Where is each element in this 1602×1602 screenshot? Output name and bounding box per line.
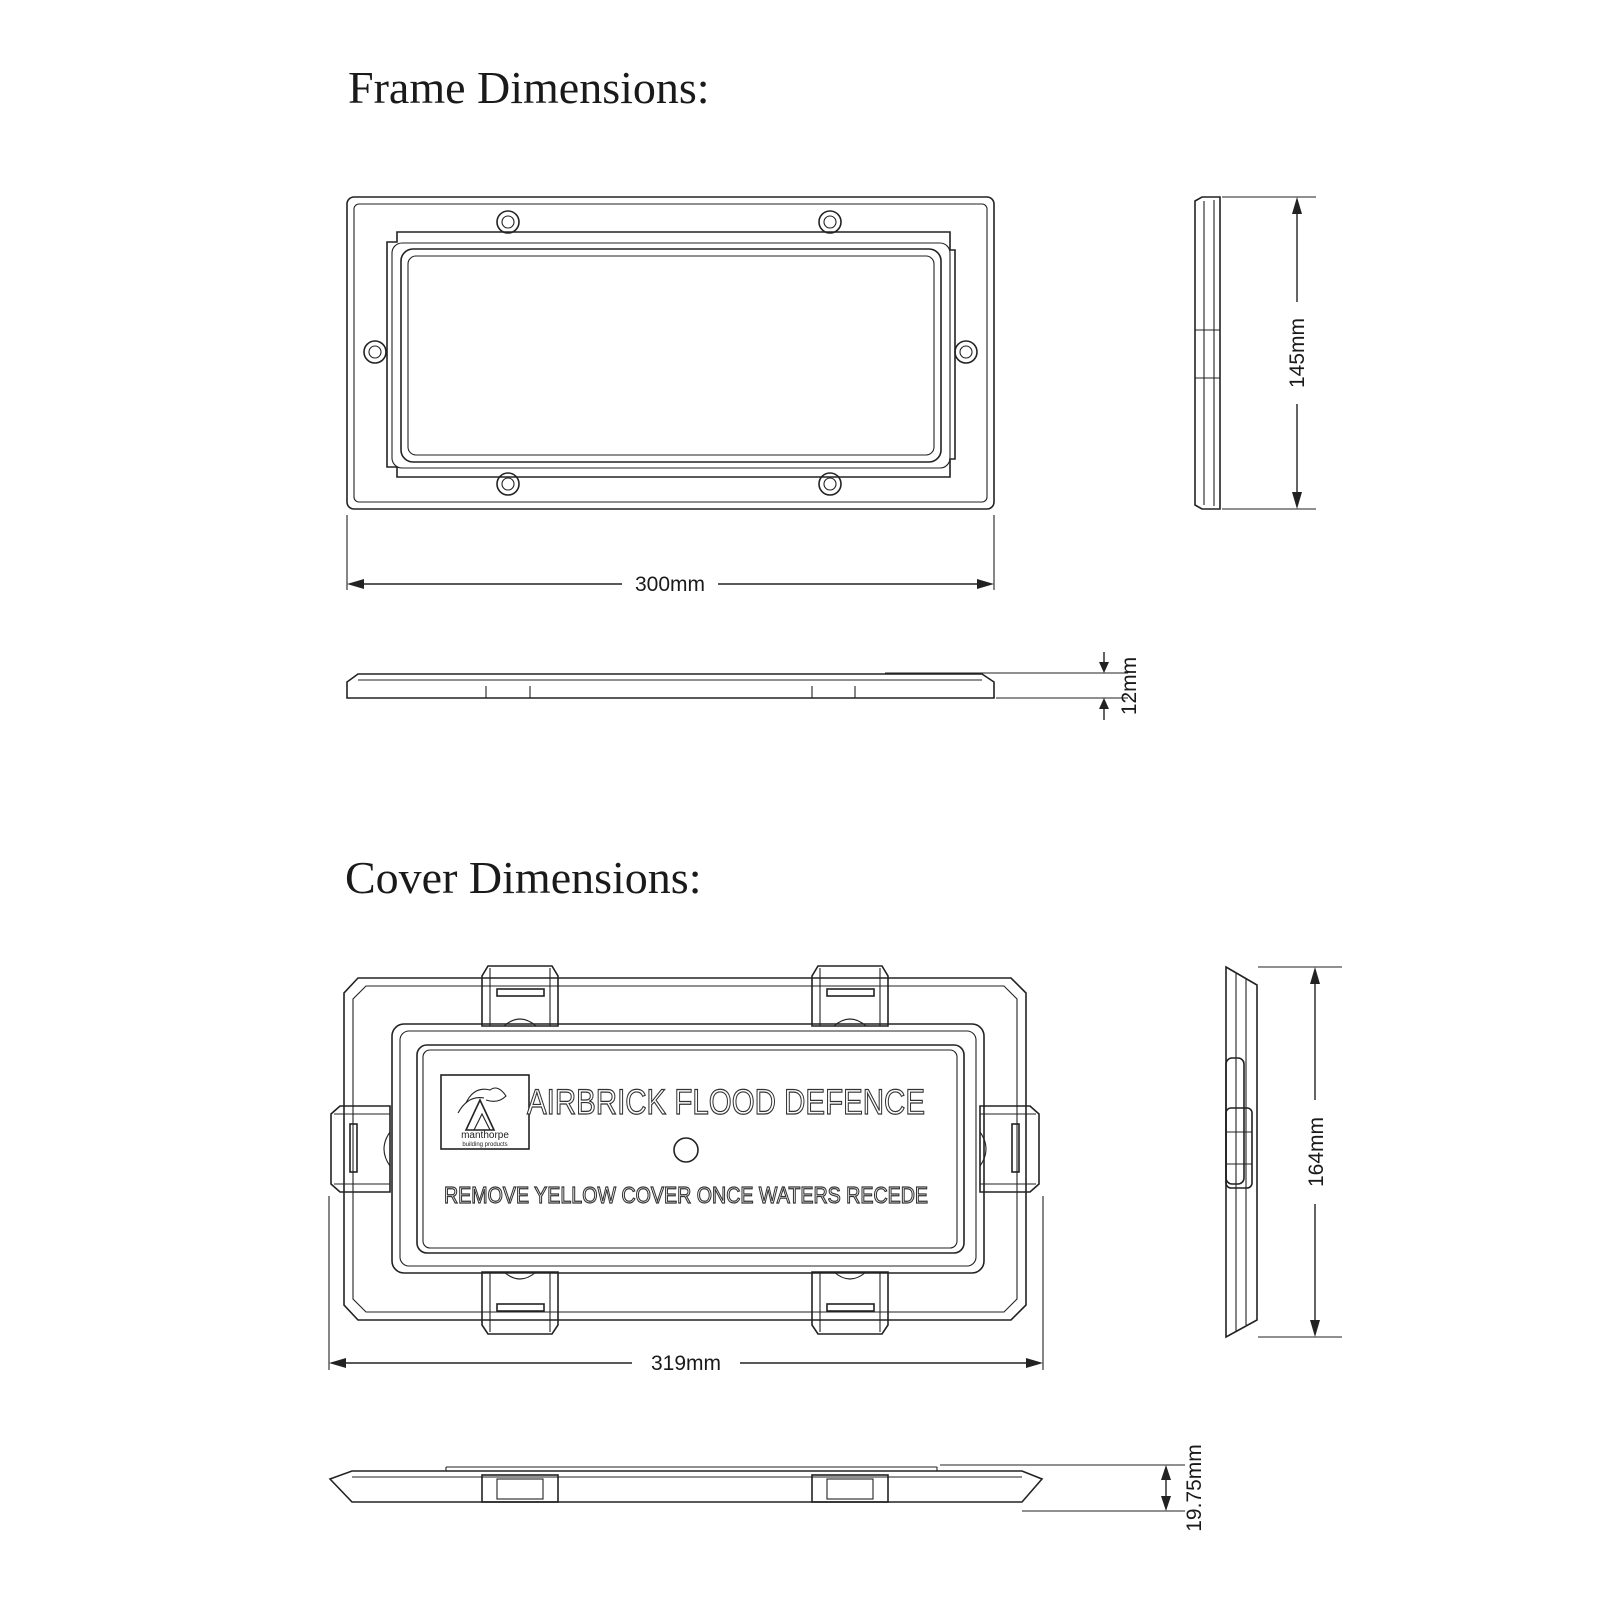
frame-side-view [1195,197,1220,509]
frame-height-label: 145mm [1286,317,1309,389]
frame-edge-view [347,674,994,698]
frame-thickness-dimension [885,652,1141,720]
cover-width-dimension [329,1196,1043,1375]
frame-width-label: 300mm [634,573,706,596]
manthorpe-logo [441,1075,529,1149]
cover-height-dimension [1258,967,1342,1337]
frame-height-dimension [1222,197,1316,509]
frame-dimensions-heading: Frame Dimensions: [348,62,710,113]
cover-edge-view [330,1467,1042,1502]
logo-tagline-text: building products [462,1142,508,1148]
cover-bottom-clips [482,1272,888,1334]
embossed-title: AIRBRICK FLOOD DEFENCE [527,1083,925,1122]
cover-dimensions-heading: Cover Dimensions: [345,852,702,903]
cover-thickness-dimension [940,1444,1206,1532]
cover-height-label: 164mm [1305,1116,1328,1188]
frame-front-view [347,197,994,509]
embossed-instruction: REMOVE YELLOW COVER ONCE WATERS RECEDE [444,1182,928,1208]
frame-screw-holes [364,211,977,495]
cover-thickness-label: 19.75mm [1183,1444,1206,1532]
frame-width-dimension [347,515,994,596]
frame-thickness-label: 12mm [1118,656,1141,716]
logo-brand-text: manthorpe [461,1130,509,1141]
cover-width-label: 319mm [650,1352,722,1375]
cover-front-view [331,966,1039,1334]
cover-top-clips [482,966,888,1026]
cover-side-view [1226,967,1257,1337]
